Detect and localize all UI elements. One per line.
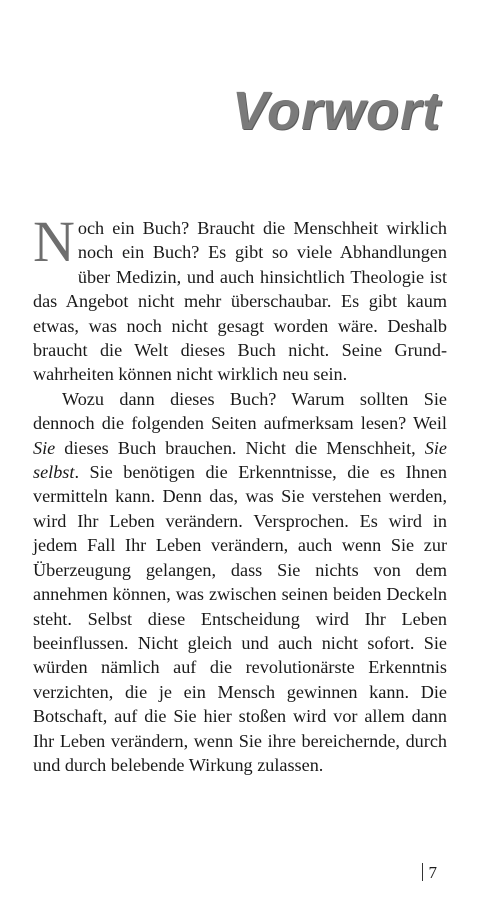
paragraph-2-emphasis-2: Sie selbst <box>33 437 447 483</box>
paragraph-1 <box>33 209 447 387</box>
paragraph-1-text: och ein Buch? Braucht die Menschheit wirklich noch ein Buch? Es gibt so viele Abhandlungen über Medizin, und auch hinsichtlich Theologie ist das Angebot nicht mehr überschaubar. Es gibt kaum etwas, was noch nicht gesagt worden wäre. Deshalb braucht die Welt dieses Buch nicht. Seine Grundwahrheiten können nicht wirklich neu sein. <box>33 218 447 385</box>
paragraph-2 <box>33 387 447 778</box>
page-footer <box>422 863 438 883</box>
page-number: 7 <box>428 863 437 882</box>
paragraph-2-segment-1: Wozu dann dieses Buch? Warum sollten Sie dennoch die folgenden Seiten aufmerksam lesen? Weil <box>33 388 447 434</box>
body-text <box>33 209 447 777</box>
paragraph-2-emphasis-1: Sie <box>33 437 56 458</box>
chapter-title: Vorwort <box>232 81 441 141</box>
paragraph-2-segment-2: dieses Buch brauchen. Nicht die Menschheit, <box>55 437 425 458</box>
footer-separator <box>422 863 423 881</box>
paragraph-2-segment-3: . Sie benötigen die Erkenntnisse, die es Ihnen vermitteln kann. Denn das, was Sie verstehen werden, wird Ihr Leben verändern. Versprochen. Es wird in jedem Fall Ihr Leben verändern, auch wenn Sie zur Überzeugung gelangen, dass Sie nichts von dem annehmen können, was zwischen seinen beiden Deckeln steht. Selbst diese Entscheidung wird Ihr Leben beeinflussen. Nicht gleich und auch nicht sofort. Sie würden nämlich auf die revolutionärste Erkenntnis verzichten, die je ein Mensch gewinnen kann. Die Botschaft, auf die Sie hier stoßen wird vor allem dann Ihr Leben verändern, wenn Sie ihre bereichernde, durch und durch belebende Wirkung zulassen. <box>33 462 447 775</box>
drop-cap: N <box>33 209 75 274</box>
